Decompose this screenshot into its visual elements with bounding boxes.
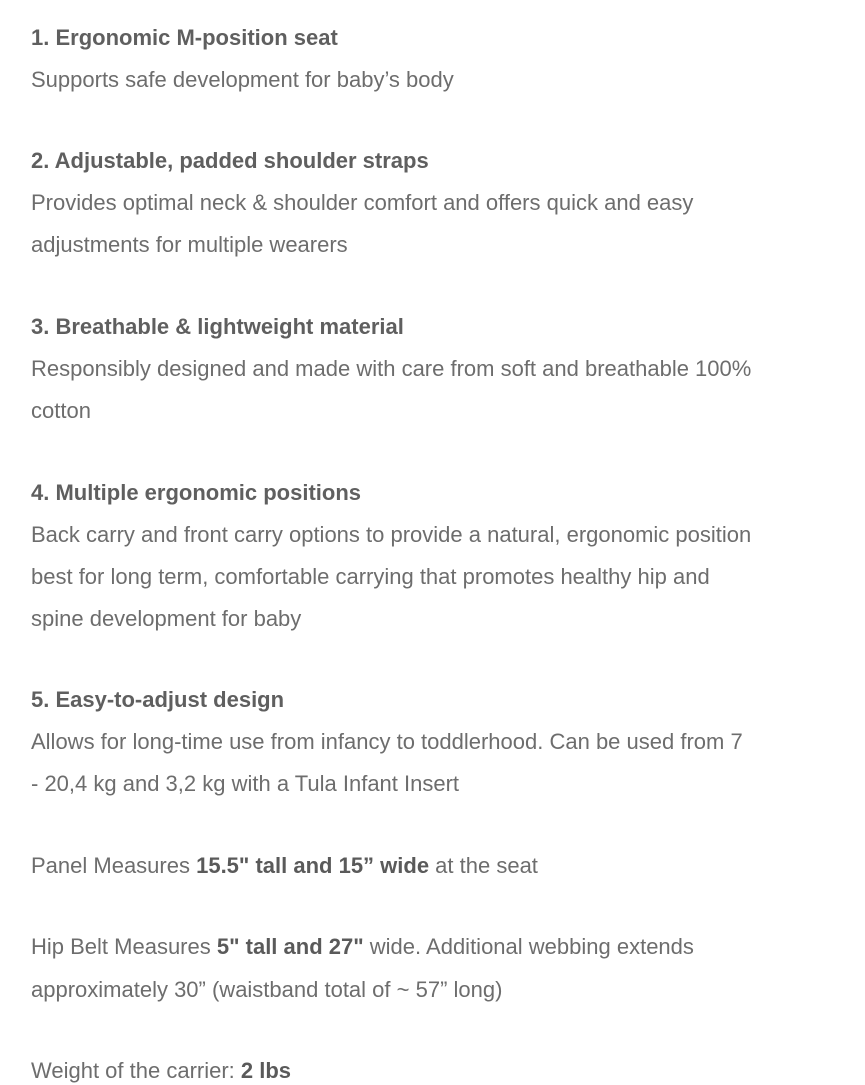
spec-suffix: wide. Additional webbing extends — [363, 934, 694, 959]
spec-hip-belt-measures — [31, 933, 694, 961]
feature-description-line: Back carry and front carry options to provide a natural, ergonomic position — [31, 522, 752, 547]
feature-description-line: best for long term, comfortable carrying that promotes healthy hip and — [31, 564, 710, 589]
feature-title-ergonomic-seat: 1. Ergonomic M-position seat — [31, 25, 338, 50]
feature-title-shoulder-straps: 2. Adjustable, padded shoulder straps — [31, 148, 429, 173]
spec-value: 5" tall and 27" — [216, 934, 364, 959]
feature-description-line: spine development for baby — [31, 606, 302, 631]
spec-label: Weight of the carrier: — [31, 1058, 241, 1083]
feature-title-breathable-material: 3. Breathable & lightweight material — [31, 314, 404, 339]
feature-description-line: Allows for long-time use from infancy to toddlerhood. Can be used from 7 — [31, 729, 743, 754]
spec-panel-measures — [31, 852, 538, 880]
spec-value: 2 lbs — [240, 1058, 292, 1083]
spec-label: Panel Measures — [31, 853, 197, 878]
feature-description-line: cotton — [31, 398, 91, 423]
feature-description-line: - 20,4 kg and 3,2 kg with a Tula Infant Insert — [31, 771, 460, 796]
feature-description-line: adjustments for multiple wearers — [31, 232, 348, 257]
spec-label: Hip Belt Measures — [31, 934, 217, 959]
spec-carrier-weight — [31, 1057, 291, 1085]
spec-suffix: at the seat — [429, 853, 538, 878]
feature-title-ergonomic-positions: 4. Multiple ergonomic positions — [31, 480, 362, 505]
spec-hip-belt-webbing: approximately 30” (waistband total of ~ 57” long) — [31, 977, 503, 1002]
feature-description-line: Supports safe development for baby’s body — [31, 67, 454, 92]
spec-value: 15.5" tall and 15” wide — [196, 853, 430, 878]
feature-description-line: Provides optimal neck & shoulder comfort and offers quick and easy — [31, 190, 694, 215]
feature-description-line: Responsibly designed and made with care from soft and breathable 100% — [31, 356, 752, 381]
feature-title-easy-adjust: 5. Easy-to-adjust design — [31, 687, 285, 712]
